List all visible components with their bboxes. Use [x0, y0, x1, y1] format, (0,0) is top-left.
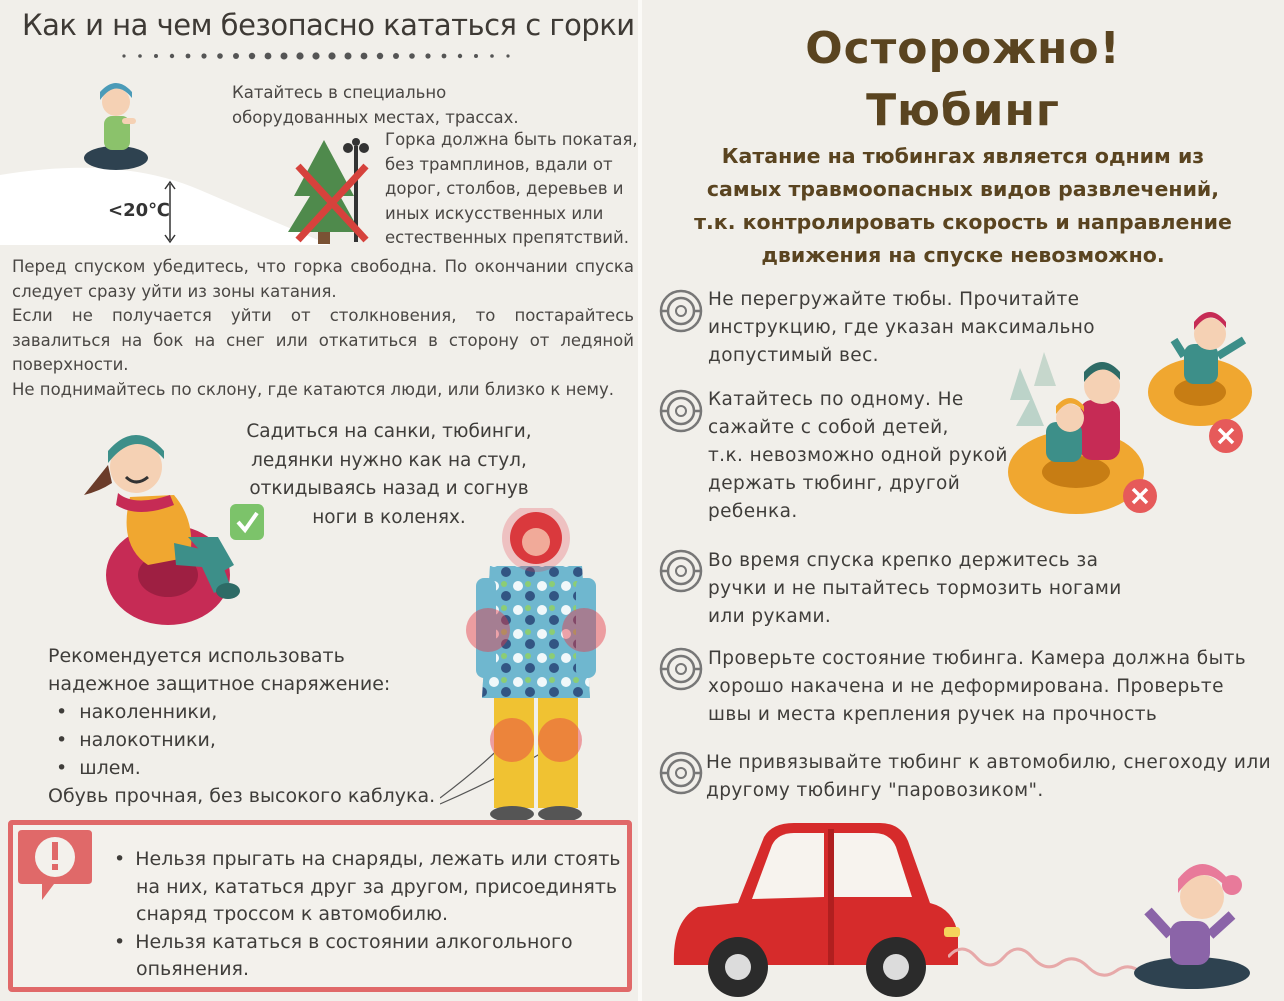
rule-text: Не привязывайте тюбинг к автомобилю, снегоходу или другому тюбингу "паровозиком".	[706, 752, 1271, 801]
safety-paragraph: Перед спуском убедитесь, что горка свободна. По окончании спуска следует сразу уйти из зоны катания. Если не получается уйти от столкновения, то постарайтесь завалиться на бок на снег или откатиться в сторону от ледяной поверхности. Не поднимайтесь по склону, где катаются люди, или близко к нему.	[12, 257, 634, 399]
rule-text: Во время спуска крепко держитесь за ручки и не пытайтесь тормозить ногами или руками.	[708, 550, 1122, 627]
no-tree-icon	[288, 136, 380, 246]
tubing-icon	[658, 388, 704, 434]
gear-item: • шлем.	[78, 754, 435, 782]
tow-rope	[948, 935, 1148, 1001]
rule-text: Проверьте состояние тюбинга. Камера должна быть хорошо накачена и не деформирована. Проверьте швы и места крепления ручек на прочность	[708, 648, 1247, 725]
dotted-divider	[120, 52, 520, 60]
warning-item: • Нельзя кататься в состоянии алкогольного опьянения.	[136, 929, 628, 984]
places-text: Катайтесь в специально оборудованных местах, трассах.	[232, 83, 519, 127]
warning-icon	[14, 826, 96, 904]
right-lead: Катание на тюбингах является одним из самых травмоопасных видов развлечений, т.к. контролировать скорость и направление движения на спуске невозможно.	[694, 144, 1232, 267]
warning-list	[108, 846, 628, 984]
gear-item: • налокотники,	[78, 726, 435, 754]
sitting-advice: Садиться на санки, тюбинги, ледянки нужно как на стул, откидываясь назад и согнув ноги в коленях.	[246, 421, 532, 528]
rule-text: Не перегружайте тюбы. Прочитайте инструкцию, где указан максимально допустимый вес.	[708, 289, 1095, 366]
tubing-icon	[658, 646, 704, 692]
gear-item: • наколенники,	[78, 698, 435, 726]
tubing-icon	[658, 750, 704, 796]
slope-degree: <20℃	[108, 200, 170, 221]
left-title: Как и на чем безопасно кататься с горки	[22, 8, 635, 42]
kids-on-tubes-icon	[998, 300, 1280, 528]
slope-text: Горка должна быть покатая, без трамплинов, вдали от дорог, столбов, деревьев и иных искусственных или естественных препятствий.	[385, 130, 638, 247]
rule-text: Катайтесь по одному. Не сажайте с собой детей, т.к. невозможно одной рукой держать тюбинг, другой ребенка.	[708, 389, 1008, 522]
protected-kid-figure	[440, 508, 620, 830]
tubing-icon	[658, 288, 704, 334]
right-title: Осторожно! Тюбинг	[805, 23, 1121, 136]
protective-gear: Рекомендуется использовать надежное защитное снаряжение: • наколенники, • налокотники, • шлем. Обувь прочная, без высокого каблука.	[48, 642, 435, 810]
tubing-icon	[658, 548, 704, 594]
red-car-icon	[668, 815, 968, 1001]
kid-on-sled-icon	[1128, 855, 1252, 990]
warning-item: • Нельзя прыгать на снаряды, лежать или стоять на них, кататься друг за другом, присоединять снаряд троссом к автомобилю.	[136, 846, 628, 929]
kid-on-tube-icon	[80, 76, 155, 176]
